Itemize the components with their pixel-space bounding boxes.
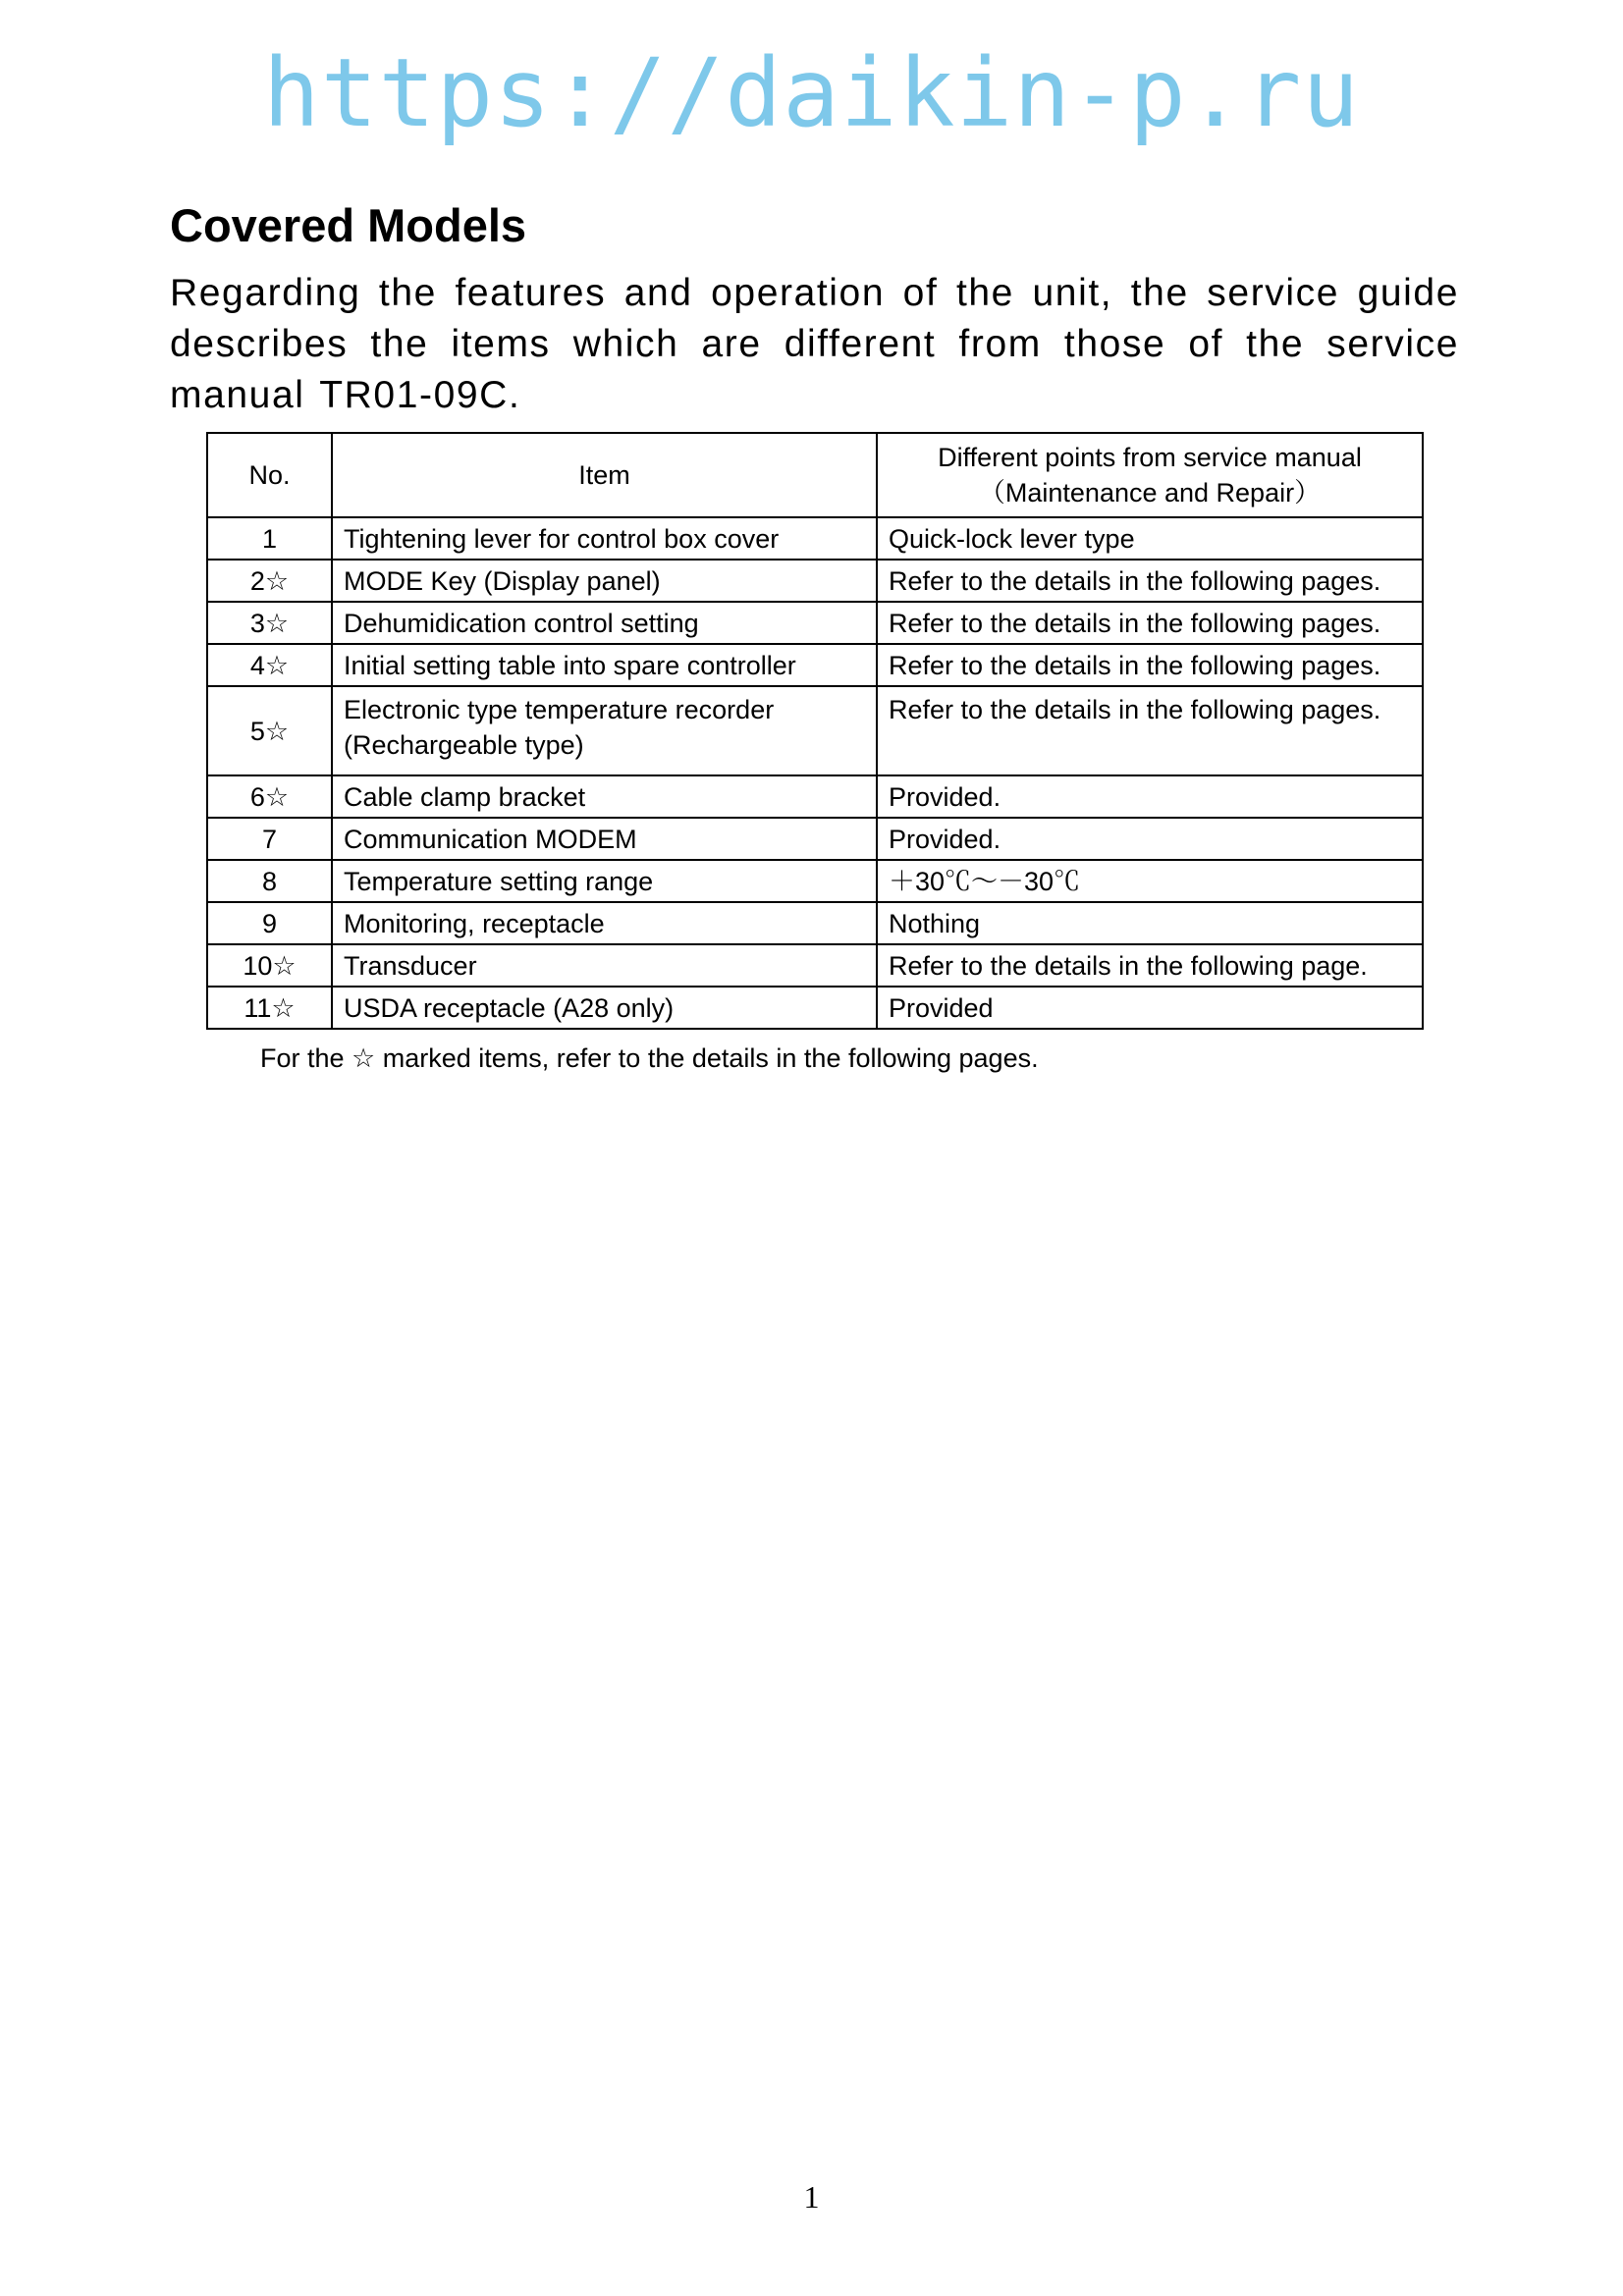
row-item: Transducer [332,944,877,987]
table-row [207,818,1423,860]
page-title: Covered Models [170,199,527,251]
table-row [207,944,1423,987]
row-no: 7 [207,818,332,860]
row-diff: ＋30℃～－30℃ [877,860,1423,902]
row-no: 6☆ [207,775,332,818]
row-diff: Nothing [877,902,1423,944]
header-different-points [877,433,1423,517]
intro-paragraph: Regarding the features and operation of the unit, the service guide describes the items which are different from those of the service manual TR01-09C. [170,272,1459,416]
header-different-points-line2: （Maintenance and Repair） [978,478,1322,507]
row-diff: Quick-lock lever type [877,517,1423,560]
row-item [332,686,877,775]
row-no: 8 [207,860,332,902]
row-no: 3☆ [207,602,332,644]
table-row [207,602,1423,644]
row-diff: Refer to the details in the following pages. [877,686,1423,775]
row-item: Communication MODEM [332,818,877,860]
row-item-line2: (Rechargeable type) [344,730,584,760]
row-diff: Refer to the details in the following pages. [877,560,1423,602]
row-item: Monitoring, receptacle [332,902,877,944]
row-item: USDA receptacle (A28 only) [332,987,877,1029]
page-number: 1 [803,2179,820,2215]
row-item: MODE Key (Display panel) [332,560,877,602]
row-no: 1 [207,517,332,560]
row-no: 2☆ [207,560,332,602]
row-no: 11☆ [207,987,332,1029]
row-no: 4☆ [207,644,332,686]
row-item: Dehumidication control setting [332,602,877,644]
table-row [207,560,1423,602]
row-item: Temperature setting range [332,860,877,902]
table-header-row [207,433,1423,517]
watermark-url: https://daikin-p.ru [262,38,1361,148]
table-footnote: For the ☆ marked items, refer to the details in the following pages. [260,1043,1039,1073]
row-diff: Provided. [877,775,1423,818]
header-item: Item [332,433,877,517]
row-item: Initial setting table into spare controller [332,644,877,686]
covered-models-table [206,432,1424,1030]
table-row [207,902,1423,944]
row-no: 9 [207,902,332,944]
table-row [207,644,1423,686]
row-diff: Refer to the details in the following pages. [877,602,1423,644]
row-no: 5☆ [207,686,332,775]
row-diff: Refer to the details in the following pages. [877,644,1423,686]
row-no: 10☆ [207,944,332,987]
row-diff: Provided. [877,818,1423,860]
table-row [207,860,1423,902]
row-item: Tightening lever for control box cover [332,517,877,560]
table-row [207,775,1423,818]
row-item: Cable clamp bracket [332,775,877,818]
header-no: No. [207,433,332,517]
row-item-line1: Electronic type temperature recorder [344,695,775,724]
table-row [207,686,1423,775]
table-row [207,987,1423,1029]
row-diff: Provided [877,987,1423,1029]
table-row [207,517,1423,560]
header-different-points-line1: Different points from service manual [938,443,1362,472]
row-diff: Refer to the details in the following page. [877,944,1423,987]
